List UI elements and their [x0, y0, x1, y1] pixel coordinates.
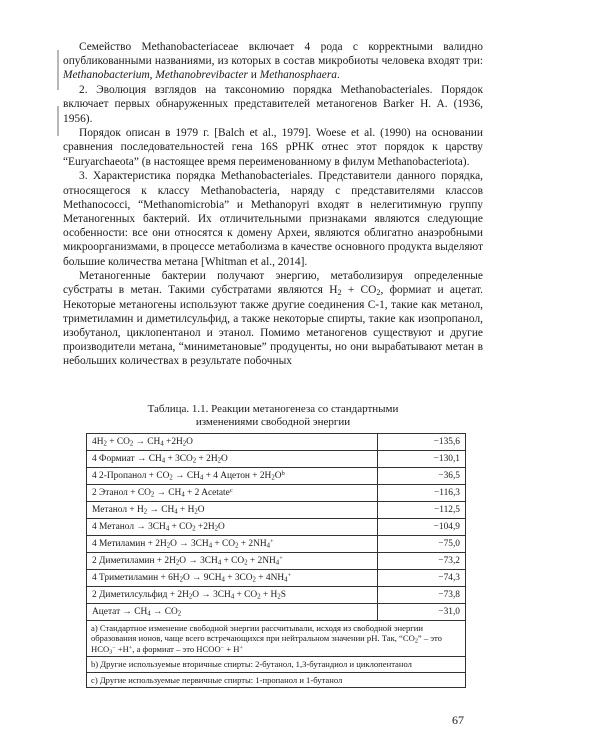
- table-row: [87, 570, 466, 587]
- paragraph: Метаногенные бактерии получают энергию, метаболизируя определенные субстраты в метан. Такими субстратами являются $H_2 + CO_2$, формиат и ацетат. Некоторые метаногены используют также другие соединения С-1, такие как метанол, триметиламин и диметилсульфид, а также некоторые спирты, такие как изопропанол, изобутанол, циклопентанол и этанол. Помимо метаногенов существуют и другие производители метана, “миниметановые” продуценты, но они вырабатывают метан в небольших количествах в результате побочных: [63, 270, 483, 368]
- reaction-cell: 4 Метанол → $3CH_4 + CO_2 +2H_2O$: [87, 519, 378, 536]
- reaction-cell: $4H_2 + CO_2 \to CH_4 +2H_2O$: [87, 434, 378, 451]
- table-row: [87, 604, 466, 621]
- energy-cell: −130,1: [378, 451, 466, 468]
- table-row: [87, 519, 466, 536]
- reaction-cell: 2 Диметиламин + $2H_2O \to 3CH_4 + CO_2 + 2NH_4^+$: [87, 553, 378, 570]
- reaction-cell: 2 Этанол + $CO_2 \to CH_4 + 2$ Acetate$^c$: [87, 485, 378, 502]
- table-row: [87, 587, 466, 604]
- scan-margin-mark: [57, 50, 59, 90]
- table-row: [87, 451, 466, 468]
- reaction-cell: 4 Формиат → $CH_4 + 3CO_2 + 2H_2O$: [87, 451, 378, 468]
- table-caption-line: изменениями свободной энергии: [195, 416, 351, 428]
- reaction-cell: Ацетат → $CH_4 \to CO_2$: [87, 604, 378, 621]
- energy-cell: −74,3: [378, 570, 466, 587]
- energy-cell: −36,5: [378, 468, 466, 485]
- paragraph: 2. Эволюция взглядов на таксономию порядка Methanobacteriales. Порядок включает первых обнаруженных представителей метаногенов Barker H. A. (1936, 1956).: [63, 84, 483, 125]
- table-row: [87, 536, 466, 553]
- reaction-cell: 4 2-Пропанол + $CO_2 \to CH_4 + 4$ Ацетон + $2H_2O^b$: [87, 468, 378, 485]
- paragraph: Семейство Methanobacteriaceae включает 4 рода с корректными валидно опубликованными названиями, из которых в состав микробиоты человека входят три: Methanobacterium, Methanobrevibacter и Methanosphaera.: [63, 41, 483, 82]
- energy-cell: −104,9: [378, 519, 466, 536]
- energy-cell: −75,0: [378, 536, 466, 553]
- paragraph: 3. Характеристика порядка Methanobacteriales. Представители данного порядка, относящегося к классу Methanobacteria, наряду с представителями классов Methanococci, “Methanomicrobia” и Methanopyri входят в нелегитимную группу Метаногенных бактерий. Их отличительными признаками являются следующие особенности: все они относятся к домену Археи, являются облигатно анаэробными микроорганизмами, в процессе метаболизма в качестве основного продукта выделяют большие количества метана [Whitman et al., 2014].: [63, 170, 483, 268]
- table-note-row: [87, 672, 466, 688]
- table-note-row: [87, 657, 466, 673]
- reaction-cell: 4 Метиламин + $2H_2O \to 3CH_4 + CO_2 + 2NH_4^+$: [87, 536, 378, 553]
- table-row: [87, 502, 466, 519]
- table-row: [87, 553, 466, 570]
- energy-cell: −135,6: [378, 434, 466, 451]
- energy-cell: −31,0: [378, 604, 466, 621]
- table-note-row: [87, 621, 466, 657]
- reaction-cell: 2 Диметилсульфид + $2H_2O \to 3CH_4 + CO_2 + H_2S$: [87, 587, 378, 604]
- body-text: [63, 40, 483, 369]
- reaction-cell: Метанол + $H_2 \to CH_4 + H_2O$: [87, 502, 378, 519]
- table-note: b) Другие используемые вторичные спирты: 2-бутанол, 1,3-бутандиол и циклопентанол: [87, 657, 466, 673]
- table-note: a) Стандартное изменение свободной энергии рассчитывали, исходя из свободной энергии образования ионов, чаще всего встречающихся при нейтральном значении pH. Так, “$CO_2$” – это $HCO_3^- +H^+$, а формиат – это HCOO− + H+: [87, 621, 466, 657]
- table-caption: [63, 403, 483, 429]
- table-row: [87, 468, 466, 485]
- table-row: [87, 434, 466, 451]
- energy-cell: −116,3: [378, 485, 466, 502]
- energy-cell: −73,2: [378, 553, 466, 570]
- table-caption-line: Таблица. 1.1. Реакции метаногенеза со стандартными: [147, 403, 399, 415]
- energy-cell: −73,8: [378, 587, 466, 604]
- scan-margin-mark: [57, 106, 59, 136]
- paragraph: Порядок описан в 1979 г. [Balch et al., 1979]. Woese et al. (1990) на основании сравнения последовательностей гена 16S рРНК отнес этот порядок к царству “Euryarchaeota” (в настоящее время переименованному в филум Methanobacteriota).: [63, 127, 483, 168]
- reaction-cell: 4 Триметиламин + $6H_2O \to 9CH_4 + 3CO_2 + 4NH_4^+$: [87, 570, 378, 587]
- energy-cell: −112,5: [378, 502, 466, 519]
- page-number: 67: [452, 713, 464, 727]
- reactions-table: [86, 433, 466, 688]
- table-row: [87, 485, 466, 502]
- table-note: c) Другие используемые первичные спирты: 1-пропанол и 1-бутанол: [87, 672, 466, 688]
